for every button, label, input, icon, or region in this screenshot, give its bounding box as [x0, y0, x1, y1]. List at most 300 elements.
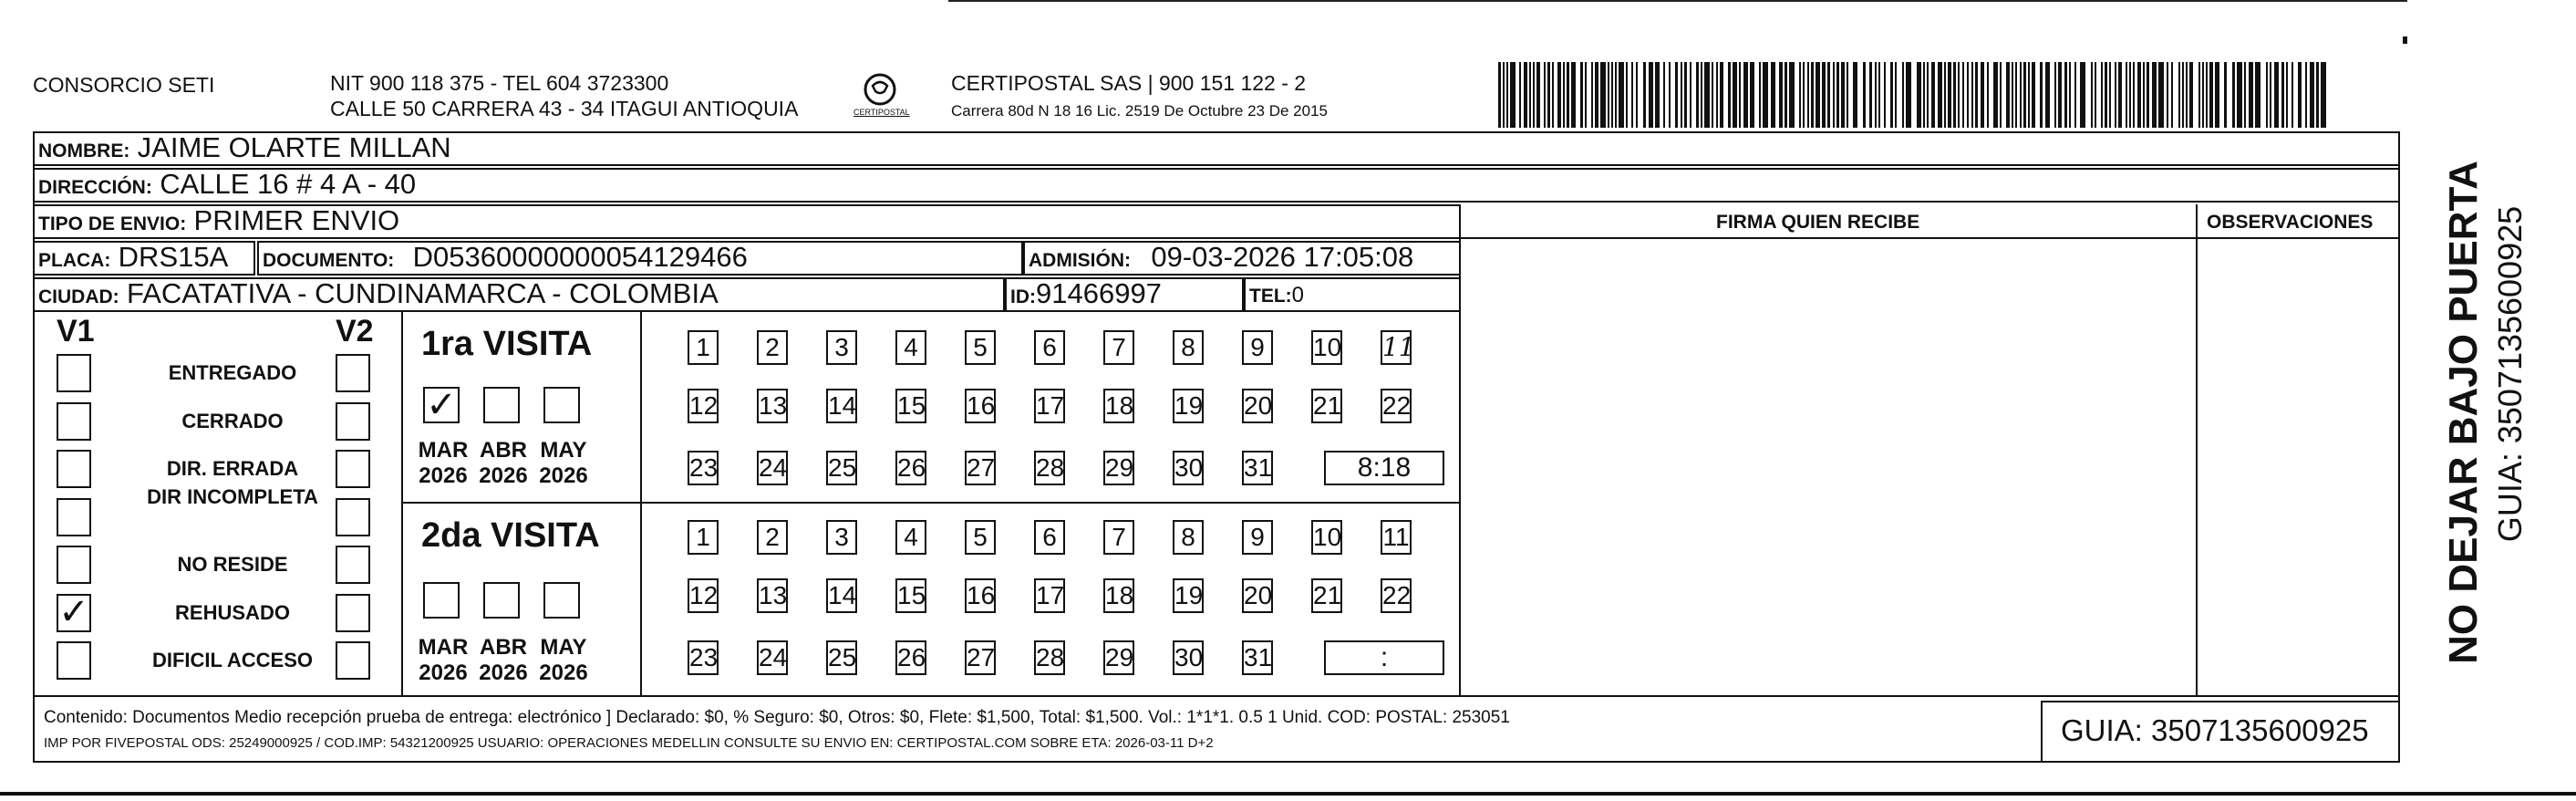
month-label: MAR 2026 [418, 635, 469, 685]
barcode-bar [1807, 62, 1809, 128]
day-box[interactable]: 22 [1381, 389, 1412, 423]
barcode-bar [2147, 62, 2149, 128]
ciudad-label: CIUDAD: [38, 286, 119, 307]
barcode-bar [2202, 62, 2204, 128]
day-box[interactable]: 13 [757, 578, 788, 613]
status-v2-checkbox[interactable] [336, 498, 370, 536]
barcode-bar [2012, 62, 2013, 128]
barcode-bar [1696, 62, 1699, 128]
barcode-bar [1884, 62, 1886, 128]
placa-label: PLACA: [38, 250, 111, 271]
day-box[interactable]: 20 [1242, 389, 1273, 423]
barcode-bar [1701, 62, 1702, 128]
month-checkbox[interactable] [543, 387, 580, 423]
barcode-bar [2105, 62, 2107, 128]
day-box[interactable]: 25 [826, 640, 857, 675]
barcode-bar [1987, 62, 1989, 128]
day-box[interactable]: 14 [826, 389, 857, 423]
tel-cell [1244, 277, 1461, 312]
barcode-bar [1524, 62, 1527, 128]
day-box[interactable]: 25 [826, 451, 857, 485]
day-box[interactable]: 12 [688, 578, 719, 613]
barcode-bar [1906, 62, 1911, 128]
barcode-bar [1993, 62, 1998, 128]
status-label: NO RESIDE [177, 553, 288, 576]
certipostal-line: CERTIPOSTAL SAS | 900 151 122 - 2 [951, 71, 1307, 95]
barcode-bar [2189, 62, 2193, 128]
time-box[interactable]: 8:18 [1324, 451, 1444, 485]
barcode-bar [2137, 62, 2141, 128]
nombre-value: JAIME OLARTE MILLAN [137, 131, 451, 163]
id-label: ID: [1010, 286, 1036, 307]
barcode-bar [2286, 62, 2288, 128]
day-box[interactable]: 27 [965, 640, 996, 675]
barcode-bar [2133, 62, 2135, 128]
barcode-bar [2118, 62, 2122, 128]
day-box[interactable]: 5 [965, 520, 996, 555]
day-box[interactable]: 7 [1103, 330, 1134, 365]
day-box[interactable]: 5 [965, 330, 996, 365]
barcode-bar [1571, 62, 1576, 128]
firma-header: FIRMA QUIEN RECIBE [1716, 212, 1920, 233]
barcode-bar [2237, 62, 2242, 128]
barcode-bar [1529, 62, 1531, 128]
barcode-bar [2080, 62, 2085, 128]
barcode-bar [1608, 62, 1609, 128]
second-visit-title: 2da VISITA [421, 516, 600, 555]
barcode-bar [1675, 62, 1678, 128]
status-v2-checkbox[interactable] [336, 546, 370, 584]
barcode-bar [1759, 62, 1761, 128]
barcode-bar [1833, 62, 1835, 128]
barcode-bar [2198, 62, 2200, 128]
status-v2-checkbox[interactable] [336, 354, 370, 392]
barcode-bar [1681, 62, 1682, 128]
day-box[interactable]: 30 [1173, 640, 1204, 675]
month-checkbox[interactable] [543, 582, 580, 619]
nit-line: NIT 900 118 375 - TEL 604 3723300 [330, 71, 669, 95]
barcode-bar [1962, 62, 1964, 128]
barcode-bar [1803, 62, 1805, 128]
placa-cell [33, 241, 255, 276]
barcode-bar [1728, 62, 1731, 128]
barcode-bar [1585, 62, 1587, 128]
barcode-bar [1878, 62, 1880, 128]
barcode-bar [1863, 62, 1866, 128]
barcode-bar [1927, 62, 1929, 128]
day-box[interactable]: 2 [757, 330, 788, 365]
barcode-bar [1704, 62, 1710, 128]
barcode-bar [2028, 62, 2030, 128]
day-box[interactable]: 13 [757, 389, 788, 423]
day-box[interactable]: 7 [1103, 520, 1134, 555]
barcode-bar [1626, 62, 1628, 128]
status-v1-checkbox[interactable]: ✓ [57, 594, 91, 632]
barcode-bar [1750, 62, 1754, 128]
barcode-bar [2281, 62, 2284, 128]
month-checkbox[interactable] [483, 387, 520, 423]
barcode-bar [1580, 62, 1583, 128]
barcode-bar [1563, 62, 1565, 128]
day-box[interactable]: 27 [965, 451, 996, 485]
day-box[interactable]: 22 [1381, 578, 1412, 613]
barcode-bar [1619, 62, 1624, 128]
barcode-bar [2186, 62, 2188, 128]
barcode-bar [2305, 62, 2307, 128]
day-box[interactable]: 9 [1242, 520, 1273, 555]
status-v2-checkbox[interactable] [336, 641, 370, 680]
documento-value: D05360000000054129466 [412, 241, 748, 273]
firma-header-line [1459, 237, 2400, 239]
documento-label: DOCUMENTO: [263, 250, 395, 271]
v1-label: V1 [57, 314, 95, 348]
day-box[interactable]: 19 [1173, 389, 1204, 423]
day-box[interactable]: 20 [1242, 578, 1273, 613]
month-label: MAY 2026 [539, 635, 588, 685]
barcode-bar [2032, 62, 2035, 128]
barcode-bar [2206, 62, 2208, 128]
barcode-bar [1938, 62, 1942, 128]
guia-text: GUIA: 3507135600925 [2061, 713, 2369, 747]
day-box[interactable]: 17 [1034, 389, 1065, 423]
tipo-row [33, 204, 1461, 239]
day-box[interactable]: 26 [895, 640, 926, 675]
day-box[interactable]: 12 [688, 389, 719, 423]
barcode-bar [1763, 62, 1768, 128]
barcode-bar [1544, 62, 1546, 128]
certipostal-sub: Carrera 80d N 18 16 Lic. 2519 De Octubre 23 De 2015 [951, 102, 1328, 120]
barcode-bar [1789, 62, 1795, 128]
barcode-bar [2000, 62, 2002, 128]
barcode-bar [1902, 62, 1904, 128]
barcode-bar [2152, 62, 2157, 128]
barcode-bar [1655, 62, 1660, 128]
direccion-row [33, 168, 2400, 203]
barcode-bar [2064, 62, 2067, 128]
day-box[interactable]: 29 [1103, 451, 1134, 485]
barcode-bar [1771, 62, 1775, 128]
barcode-bar [1875, 62, 1877, 128]
barcode-bar [2310, 62, 2314, 128]
day-box[interactable]: 15 [895, 389, 926, 423]
tel-value: 0 [1291, 283, 1305, 307]
day-box[interactable]: 21 [1311, 389, 1342, 423]
barcode-bar [1841, 62, 1845, 128]
obs-vertical-line [2196, 204, 2198, 695]
logo-text: CERTIPOSTAL [853, 108, 910, 117]
barcode-bar [1600, 62, 1606, 128]
direccion-value: CALLE 16 # 4 A - 40 [160, 168, 417, 200]
day-box[interactable]: 19 [1173, 578, 1204, 613]
day-box[interactable]: 11 [1381, 330, 1412, 365]
barcode-bar [1631, 62, 1633, 128]
barcode-bar [2109, 62, 2111, 128]
tel-label: TEL: [1249, 286, 1292, 307]
barcode-bar [1611, 62, 1613, 128]
barcode [1498, 62, 2334, 128]
barcode-bar [2020, 62, 2022, 128]
footer-top-line [33, 695, 2400, 697]
barcode-bar [1716, 62, 1718, 128]
status-v1-checkbox[interactable] [57, 354, 91, 392]
barcode-bar [1816, 62, 1820, 128]
direccion-label: DIRECCIÓN: [38, 177, 152, 198]
barcode-bar [2171, 62, 2173, 128]
day-box[interactable]: 16 [965, 389, 996, 423]
barcode-bar [1811, 62, 1814, 128]
day-box[interactable]: 23 [688, 640, 719, 675]
barcode-bar [1931, 62, 1935, 128]
barcode-bar [1785, 62, 1787, 128]
day-box[interactable]: 23 [688, 451, 719, 485]
barcode-bar [2274, 62, 2279, 128]
barcode-bar [1827, 62, 1830, 128]
barcode-bar [2270, 62, 2271, 128]
day-box[interactable]: 6 [1034, 330, 1065, 365]
barcode-bar [1519, 62, 1521, 128]
day-box[interactable]: 28 [1034, 451, 1065, 485]
barcode-bar [2115, 62, 2116, 128]
barcode-bar [1557, 62, 1561, 128]
barcode-bar [1510, 62, 1516, 128]
day-box[interactable]: 11 [1381, 520, 1412, 555]
month-checkbox[interactable]: ✓ [423, 387, 460, 423]
barcode-bar [1669, 62, 1671, 128]
barcode-bar [2006, 62, 2010, 128]
barcode-bar [2015, 62, 2017, 128]
side-guia: GUIA: 3507135600925 [2491, 205, 2529, 543]
status-v1-checkbox[interactable] [57, 641, 91, 680]
day-box[interactable]: 1 [688, 520, 719, 555]
barcode-bar [2292, 62, 2293, 128]
day-box[interactable]: 18 [1103, 389, 1134, 423]
company-name: CONSORCIO SETI [33, 73, 215, 97]
observaciones-header: OBSERVACIONES [2207, 212, 2374, 233]
first-visit-title: 1ra VISITA [421, 325, 593, 363]
status-v2-checkbox[interactable] [336, 402, 370, 441]
barcode-bar [2167, 62, 2168, 128]
barcode-bar [1663, 62, 1665, 128]
barcode-bar [1847, 62, 1848, 128]
day-box[interactable]: 16 [965, 578, 996, 613]
barcode-bar [1975, 62, 1978, 128]
barcode-bar [2209, 62, 2213, 128]
status-v1-checkbox[interactable] [57, 402, 91, 441]
barcode-bar [1836, 62, 1839, 128]
status-v2-checkbox[interactable] [336, 450, 370, 488]
barcode-bar [2101, 62, 2103, 128]
day-box[interactable]: 1 [688, 330, 719, 365]
day-box[interactable]: 21 [1311, 578, 1342, 613]
day-box[interactable]: 8 [1173, 520, 1204, 555]
barcode-bar [2023, 62, 2026, 128]
month-label: ABR 2026 [479, 438, 528, 488]
dot-mark [2403, 36, 2407, 44]
barcode-bar [1822, 62, 1826, 128]
barcode-bar [2091, 62, 2093, 128]
barcode-bar [1690, 62, 1691, 128]
barcode-bar [2045, 62, 2050, 128]
barcode-bar [2095, 62, 2096, 128]
nombre-row [33, 131, 2400, 166]
barcode-bar [1869, 62, 1872, 128]
day-box[interactable]: 29 [1103, 640, 1134, 675]
status-v1-checkbox[interactable] [57, 450, 91, 488]
month-label: ABR 2026 [479, 635, 528, 685]
certipostal-logo [848, 71, 912, 120]
admision-cell [1023, 241, 1461, 276]
status-v2-checkbox[interactable] [336, 594, 370, 632]
side-warning: NO DEJAR BAJO PUERTA [2441, 161, 2486, 664]
barcode-bar [2143, 62, 2145, 128]
day-box[interactable]: 10 [1311, 330, 1342, 365]
contenido-text: Contenido: Documentos Medio recepción prueba de entrega: electrónico ] Declarado: $0, % Seguro: $0, Otros: $0, Flete: $1,500, Total: $1,500. Vol.: 1*1*1. 0.5 1 Unid. COD: POSTAL: 253051 [44, 708, 1510, 727]
id-cell [1005, 277, 1244, 312]
barcode-bar [1552, 62, 1554, 128]
barcode-bar [1720, 62, 1723, 128]
status-label: REHUSADO [175, 600, 290, 624]
status-label: DIR INCOMPLETA [147, 484, 318, 508]
barcode-bar [1615, 62, 1617, 128]
barcode-bar [1917, 62, 1921, 128]
day-box[interactable]: 31 [1242, 640, 1273, 675]
barcode-bar [1536, 62, 1540, 128]
status-v1-checkbox[interactable] [57, 546, 91, 584]
placa-value: DRS15A [118, 241, 229, 273]
barcode-bar [1595, 62, 1598, 128]
barcode-bar [1971, 62, 1973, 128]
month-checkbox[interactable] [423, 582, 460, 619]
barcode-bar [1567, 62, 1569, 128]
month-checkbox[interactable] [483, 582, 520, 619]
barcode-bar [1779, 62, 1783, 128]
barcode-bar [2321, 62, 2326, 128]
barcode-bar [1923, 62, 1925, 128]
admision-label: ADMISIÓN: [1029, 250, 1131, 271]
barcode-bar [1948, 62, 1951, 128]
id-value: 91466997 [1036, 277, 1162, 309]
day-box[interactable]: 18 [1103, 578, 1134, 613]
imp-text: IMP POR FIVEPOSTAL ODS: 25249000925 / COD.IMP: 54321200925 USUARIO: OPERACIONES MEDELLIN CONSULTE SU ENVIO EN: CERTIPOSTAL.COM SOBRE ETA: 2026-03-11 D+2 [44, 735, 1214, 751]
barcode-bar [1533, 62, 1535, 128]
barcode-bar [1799, 62, 1801, 128]
barcode-bar [1503, 62, 1505, 128]
barcode-bar [2074, 62, 2076, 128]
barcode-bar [1958, 62, 1960, 128]
bottom-border-line [0, 792, 2576, 796]
barcode-bar [1733, 62, 1737, 128]
status-label: ENTREGADO [168, 361, 297, 384]
barcode-bar [2232, 62, 2235, 128]
barcode-bar [1739, 62, 1741, 128]
barcode-bar [1853, 62, 1857, 128]
v2-label: V2 [336, 314, 374, 348]
barcode-bar [1890, 62, 1893, 128]
barcode-bar [2040, 62, 2043, 128]
day-box[interactable]: 14 [826, 578, 857, 613]
day-box[interactable]: 15 [895, 578, 926, 613]
day-box[interactable]: 28 [1034, 640, 1065, 675]
barcode-bar [2215, 62, 2219, 128]
time-box[interactable]: : [1324, 640, 1444, 675]
address-line: CALLE 50 CARRERA 43 - 34 ITAGUI ANTIOQUIA [330, 97, 799, 120]
day-box[interactable]: 10 [1311, 520, 1342, 555]
barcode-bar [2182, 62, 2184, 128]
right-vertical-line [2398, 131, 2400, 697]
barcode-bar [2244, 62, 2246, 128]
day-box[interactable]: 6 [1034, 520, 1065, 555]
barcode-bar [2266, 62, 2268, 128]
barcode-bar [2178, 62, 2180, 128]
barcode-bar [2054, 62, 2056, 128]
barcode-bar [1649, 62, 1653, 128]
barcode-bar [2316, 62, 2319, 128]
day-box[interactable]: 9 [1242, 330, 1273, 365]
visit-divider [403, 502, 1461, 504]
barcode-bar [1547, 62, 1550, 128]
barcode-bar [1636, 62, 1638, 128]
barcode-bar [2298, 62, 2302, 128]
barcode-bar [2158, 62, 2164, 128]
status-v1-checkbox[interactable] [57, 498, 91, 536]
top-scan-line [948, 0, 2407, 2]
ciudad-value: FACATATIVA - CUNDINAMARCA - COLOMBIA [127, 277, 719, 309]
admision-value: 09-03-2026 17:05:08 [1151, 241, 1414, 273]
barcode-bar [2224, 62, 2227, 128]
month-label: MAY 2026 [539, 438, 588, 488]
barcode-bar [1944, 62, 1946, 128]
month-label: MAR 2026 [418, 438, 469, 488]
documento-cell [257, 241, 1023, 276]
day-box[interactable]: 31 [1242, 451, 1273, 485]
barcode-bar [1895, 62, 1897, 128]
day-box[interactable]: 2 [757, 520, 788, 555]
barcode-bar [1743, 62, 1748, 128]
tipo-label: TIPO DE ENVIO: [38, 213, 187, 234]
day-box[interactable]: 26 [895, 451, 926, 485]
barcode-bar [1591, 62, 1593, 128]
day-box[interactable]: 4 [895, 520, 926, 555]
tipo-value: PRIMER ENVIO [193, 204, 400, 236]
day-box[interactable]: 3 [826, 520, 857, 555]
day-box[interactable]: 4 [895, 330, 926, 365]
day-box[interactable]: 3 [826, 330, 857, 365]
barcode-bar [2255, 62, 2260, 128]
barcode-bar [1967, 62, 1969, 128]
day-box[interactable]: 8 [1173, 330, 1204, 365]
day-box[interactable]: 17 [1034, 578, 1065, 613]
nombre-label: NOMBRE: [38, 140, 130, 161]
barcode-bar [1712, 62, 1713, 128]
barcode-bar [1953, 62, 1956, 128]
day-box[interactable]: 24 [757, 640, 788, 675]
status-label: DIFICIL ACCESO [151, 649, 313, 671]
barcode-bar [1498, 62, 1501, 128]
day-box[interactable]: 30 [1173, 451, 1204, 485]
ciudad-cell [33, 277, 1005, 312]
barcode-bar [1684, 62, 1687, 128]
barcode-bar [1643, 62, 1646, 128]
day-box[interactable]: 24 [757, 451, 788, 485]
barcode-bar [2129, 62, 2131, 128]
barcode-bar [2069, 62, 2071, 128]
status-label: DIR. ERRADA [166, 457, 299, 480]
barcode-bar [1981, 62, 1984, 128]
barcode-bar [2126, 62, 2127, 128]
barcode-bar [2249, 62, 2253, 128]
status-label: CERRADO [181, 409, 284, 432]
barcode-bar [1506, 62, 1508, 128]
